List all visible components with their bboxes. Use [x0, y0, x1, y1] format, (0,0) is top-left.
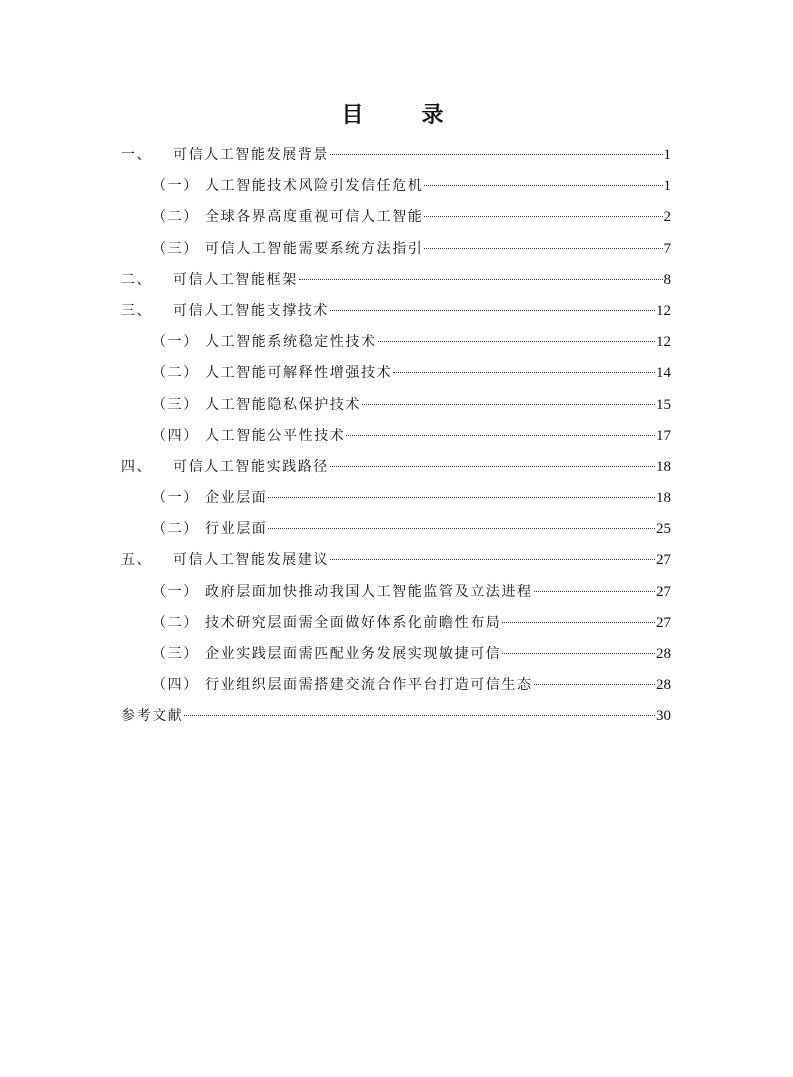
- toc-entry-page: 8: [663, 271, 671, 288]
- toc-entry-label: 可信人工智能发展背景: [173, 147, 329, 163]
- toc-entry-label: 参考文献: [121, 708, 184, 725]
- toc-entry[interactable]: [121, 611, 671, 642]
- toc-entry-number: 五、: [121, 552, 153, 569]
- toc-entry-number: （一）: [152, 490, 199, 507]
- dot-leader: [330, 558, 655, 560]
- dot-leader: [299, 278, 663, 280]
- toc-entry-label: 可信人工智能框架: [173, 271, 298, 288]
- toc-entry-page: 30: [656, 708, 671, 725]
- toc-entry-page: 27: [656, 552, 671, 569]
- toc-entry[interactable]: [121, 268, 671, 299]
- toc-entry[interactable]: [121, 361, 671, 392]
- toc-entry-page: 27: [656, 583, 671, 600]
- toc-entry-number: （二）: [152, 614, 199, 631]
- toc-entry[interactable]: [121, 548, 671, 579]
- toc-entry-label: 人工智能技术风险引发信任危机: [205, 178, 424, 195]
- toc-entry-page: 1: [663, 147, 671, 163]
- toc-entry[interactable]: [121, 205, 671, 236]
- toc-entry[interactable]: [121, 237, 671, 268]
- toc-entry-page: 25: [656, 521, 671, 538]
- toc-entry-label: 政府层面加快推动我国人工智能监管及立法进程: [205, 583, 533, 600]
- toc-entry[interactable]: [121, 424, 671, 455]
- toc-entry-label: 人工智能可解释性增强技术: [205, 365, 393, 382]
- toc-entry-page: 12: [656, 302, 671, 319]
- toc-entry-references[interactable]: [121, 704, 671, 735]
- toc-entry-label: 行业层面: [205, 521, 268, 538]
- toc-entry-page: 12: [656, 334, 671, 351]
- toc-entry[interactable]: [121, 580, 671, 611]
- toc-entry-label: 行业组织层面需搭建交流合作平台打造可信生态: [205, 677, 533, 694]
- toc-entry[interactable]: [121, 486, 671, 517]
- toc-entry-number: （三）: [152, 396, 199, 413]
- dot-leader: [378, 340, 655, 342]
- toc-entry[interactable]: [121, 393, 671, 424]
- dot-leader: [330, 309, 655, 311]
- toc-entry[interactable]: [121, 517, 671, 548]
- toc-entry[interactable]: [121, 642, 671, 673]
- dot-leader: [184, 714, 655, 716]
- toc-entry[interactable]: [121, 330, 671, 361]
- toc-entry-page: 17: [656, 427, 671, 444]
- toc-entry-label: 全球各界高度重视可信人工智能: [205, 209, 424, 226]
- toc-entry[interactable]: [121, 455, 671, 486]
- toc-entry-page: 28: [656, 646, 671, 662]
- toc-entry-page: 18: [656, 458, 671, 475]
- toc-entry-page: 7: [663, 240, 671, 257]
- dot-leader: [424, 247, 662, 249]
- table-of-contents: [121, 143, 671, 736]
- toc-entry-label: 可信人工智能支撑技术: [173, 302, 329, 319]
- toc-entry-page: 14: [656, 365, 671, 382]
- toc-entry-page: 28: [656, 677, 671, 694]
- toc-entry-number: （二）: [152, 365, 199, 382]
- toc-entry-number: （四）: [152, 427, 199, 444]
- toc-entry-number: （四）: [152, 677, 199, 694]
- toc-entry-number: （二）: [152, 209, 199, 226]
- toc-entry-number: 四、: [121, 458, 153, 475]
- toc-entry-number: （一）: [152, 178, 199, 195]
- toc-entry-label: 可信人工智能实践路径: [173, 458, 329, 475]
- dot-leader: [362, 403, 655, 405]
- toc-entry-number: 一、: [121, 147, 153, 163]
- dot-leader: [393, 371, 655, 373]
- page-title: 目 录: [341, 103, 462, 128]
- toc-entry-number: （一）: [152, 583, 199, 600]
- toc-entry-label: 技术研究层面需全面做好体系化前瞻性布局: [205, 614, 502, 631]
- dot-leader: [424, 215, 662, 217]
- toc-entry-page: 15: [656, 396, 671, 413]
- toc-entry-page: 2: [663, 209, 671, 226]
- toc-entry-number: 三、: [121, 302, 153, 319]
- toc-entry-number: （二）: [152, 521, 199, 538]
- dot-leader: [330, 465, 655, 467]
- dot-leader: [268, 527, 655, 529]
- toc-entry-label: 人工智能公平性技术: [205, 427, 346, 444]
- toc-entry-number: （三）: [152, 240, 199, 257]
- dot-leader: [534, 590, 655, 592]
- toc-entry-page: 18: [656, 490, 671, 507]
- toc-entry[interactable]: [121, 174, 671, 205]
- dot-leader: [268, 496, 655, 498]
- toc-entry-label: 人工智能隐私保护技术: [205, 396, 361, 413]
- dot-leader: [502, 621, 655, 623]
- toc-entry-page: 27: [656, 614, 671, 631]
- toc-entry-label: 企业层面: [205, 490, 268, 507]
- toc-entry-number: （三）: [152, 646, 199, 662]
- toc-entry[interactable]: [121, 673, 671, 704]
- dot-leader: [424, 184, 662, 186]
- toc-entry-page: 1: [663, 178, 671, 195]
- toc-entry[interactable]: [121, 299, 671, 330]
- toc-entry-label: 企业实践层面需匹配业务发展实现敏捷可信: [205, 646, 502, 662]
- toc-entry-number: 二、: [121, 271, 153, 288]
- toc-entry-number: （一）: [152, 334, 199, 351]
- dot-leader: [346, 434, 655, 436]
- toc-entry-label: 可信人工智能需要系统方法指引: [205, 240, 424, 257]
- dot-leader: [534, 683, 655, 685]
- toc-entry-label: 人工智能系统稳定性技术: [205, 334, 377, 351]
- toc-entry[interactable]: [121, 143, 671, 174]
- dot-leader: [502, 652, 655, 654]
- toc-entry-label: 可信人工智能发展建议: [173, 552, 329, 569]
- dot-leader: [330, 153, 663, 155]
